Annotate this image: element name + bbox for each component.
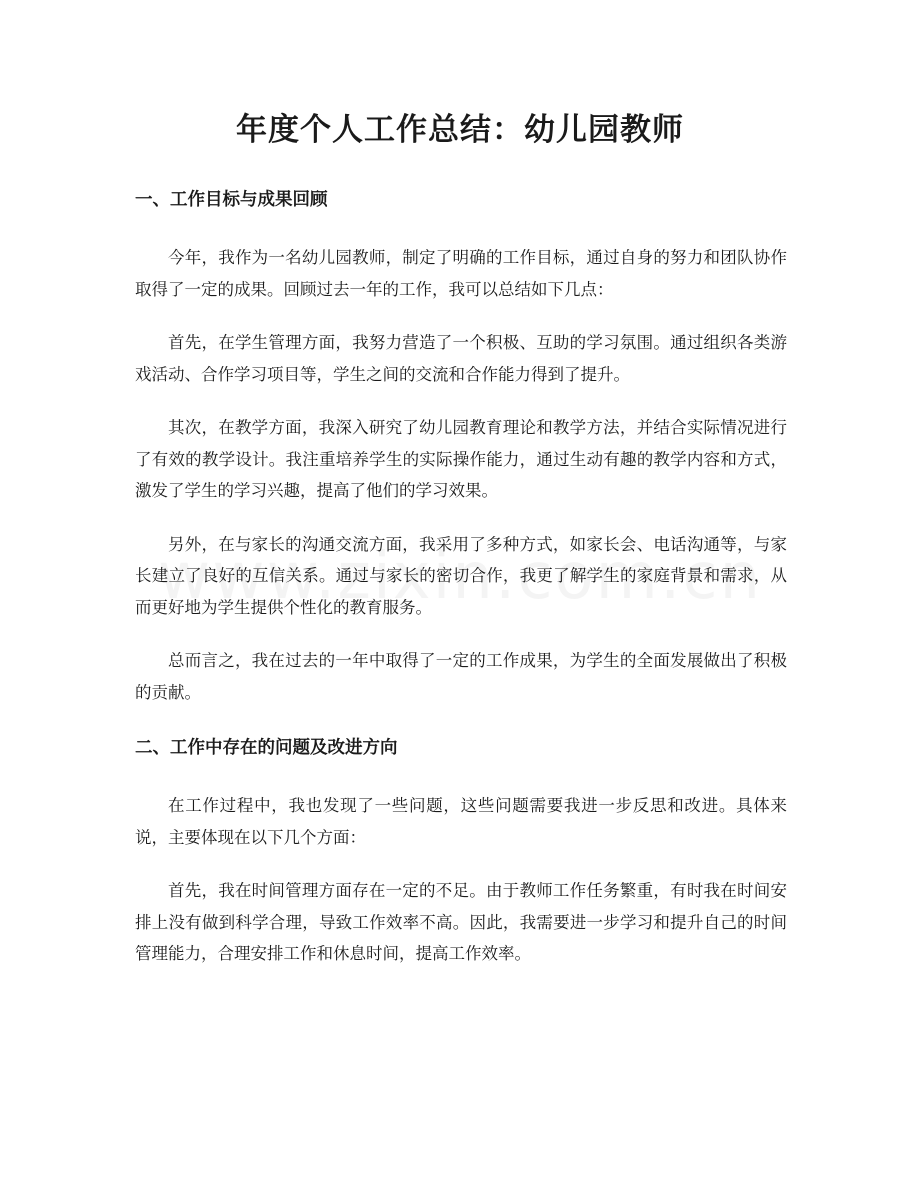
document-body: [135, 184, 787, 992]
paragraph: 今年，我作为一名幼儿园教师，制定了明确的工作目标，通过自身的努力和团队协作取得了一定的成果。回顾过去一年的工作，我可以总结如下几点：: [135, 248, 787, 299]
paragraph: 首先，在学生管理方面，我努力营造了一个积极、互助的学习氛围。通过组织各类游戏活动、合作学习项目等，学生之间的交流和合作能力得到了提升。: [135, 333, 787, 384]
page-title: 年度个人工作总结：幼儿园教师: [236, 112, 684, 148]
paragraph: 另外，在与家长的沟通交流方面，我采用了多种方式，如家长会、电话沟通等，与家长建立了良好的互信关系。通过与家长的密切合作，我更了解学生的家庭背景和需求，从而更好地为学生提供个性化的教育服务。: [135, 534, 787, 617]
paragraph: 在工作过程中，我也发现了一些问题，这些问题需要我进一步反思和改进。具体来说，主要体现在以下几个方面：: [135, 796, 787, 847]
paragraph: 首先，我在时间管理方面存在一定的不足。由于教师工作任务繁重，有时我在时间安排上没有做到科学合理，导致工作效率不高。因此，我需要进一步学习和提升自己的时间管理能力，合理安排工作和休息时间，提高工作效率。: [135, 881, 787, 963]
paragraph: 总而言之，我在过去的一年中取得了一定的工作成果，为学生的全面发展做出了积极的贡献。: [135, 651, 787, 702]
section-heading: 一、工作目标与成果回顾: [135, 190, 328, 210]
paragraph: 其次，在教学方面，我深入研究了幼儿园教育理论和教学方法，并结合实际情况进行了有效的教学设计。我注重培养学生的实际操作能力，通过生动有趣的教学内容和方式，激发了学生的学习兴趣，提高了他们的学习效果。: [135, 418, 787, 500]
section-heading: 二、工作中存在的问题及改进方向: [135, 738, 398, 758]
